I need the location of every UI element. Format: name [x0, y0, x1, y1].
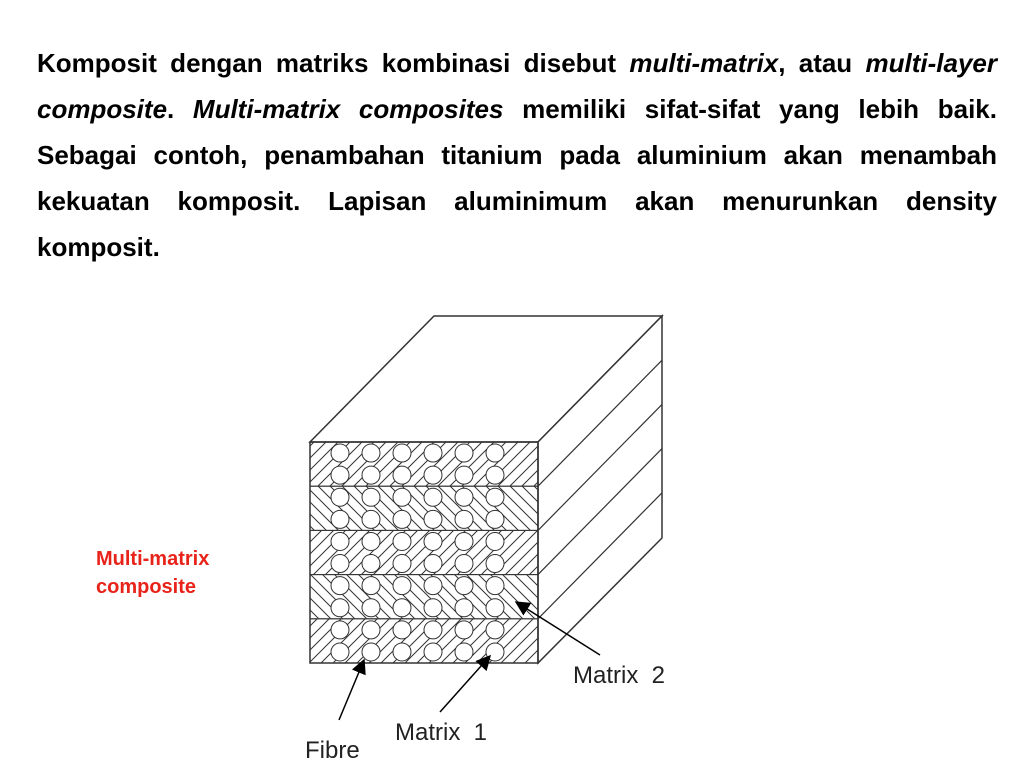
fibre-circle [455, 466, 473, 484]
fibre-circle [455, 577, 473, 595]
fibre-circle [424, 488, 442, 506]
fibre-circle [362, 488, 380, 506]
text-part: , atau [778, 48, 866, 78]
fibre-circle [362, 555, 380, 573]
term-multi-matrix: multi-matrix [629, 48, 779, 78]
fibre-circle [455, 555, 473, 573]
fibre-circle [393, 621, 411, 639]
fibre-circle [455, 510, 473, 528]
fibre-circle [455, 444, 473, 462]
matrix1-label: Matrix 1 [395, 719, 488, 746]
fibre-arrow [339, 660, 364, 720]
fibre-circle [393, 510, 411, 528]
fibre-circle [331, 599, 349, 617]
fibre-circle [455, 488, 473, 506]
fibre-circle [362, 466, 380, 484]
fibre-circle [486, 555, 504, 573]
fibre-circle [393, 488, 411, 506]
fibre-circle [424, 577, 442, 595]
fibre-circle [455, 643, 473, 661]
fibre-circle [455, 621, 473, 639]
side-label-line1: Multi-matrix [96, 548, 210, 570]
fibre-circle [486, 599, 504, 617]
fibre-circle [393, 466, 411, 484]
fibre-circle [331, 444, 349, 462]
fibre-circle [393, 532, 411, 550]
fibre-circle [486, 577, 504, 595]
term-multi-layer-composite: multi-layer composite [37, 48, 997, 124]
fibre-circle [393, 444, 411, 462]
side-label-line2: composite [96, 576, 197, 598]
fibre-circle [393, 643, 411, 661]
fibre-circle [331, 555, 349, 573]
fibre-circle [362, 621, 380, 639]
fibre-circle [486, 488, 504, 506]
fibre-circle [424, 555, 442, 573]
fibre-circle [331, 621, 349, 639]
fibre-circle [331, 488, 349, 506]
fibre-circle [424, 510, 442, 528]
fibre-circle [486, 444, 504, 462]
fibre-circle [424, 621, 442, 639]
fibre-circle [424, 444, 442, 462]
text-part: memiliki sifat-sifat yang lebih baik. Sebagai contoh, penambahan titanium pada aluminium akan menambah kekuatan komposit. Lapisan aluminimum akan menurunkan density komposit. [37, 94, 997, 262]
fibre-circle [331, 577, 349, 595]
fibre-circle [455, 599, 473, 617]
text-part: Komposit dengan matriks kombinasi disebut [37, 48, 630, 78]
fibre-circle [424, 599, 442, 617]
fibre-circle [362, 599, 380, 617]
fibre-circle [362, 643, 380, 661]
fibre-circle [486, 466, 504, 484]
text-part: . [167, 94, 193, 124]
fibre-circle [362, 532, 380, 550]
fibre-circle [393, 555, 411, 573]
matrix1-arrow [440, 656, 490, 712]
fibre-circle [455, 532, 473, 550]
fibre-circle [362, 510, 380, 528]
fibre-circle [486, 621, 504, 639]
fibre-circle [331, 532, 349, 550]
fibre-circle [393, 599, 411, 617]
fibre-circle [331, 643, 349, 661]
fibre-circle [486, 510, 504, 528]
fibre-circle [362, 444, 380, 462]
fibre-circle [424, 532, 442, 550]
fibre-circle [331, 466, 349, 484]
fibre-circle [424, 643, 442, 661]
matrix2-label: Matrix 2 [573, 662, 666, 689]
fibre-circle [362, 577, 380, 595]
fibre-label: Fibre [305, 737, 360, 764]
fibre-circle [393, 577, 411, 595]
fibre-circle [486, 532, 504, 550]
front-face-layers [310, 442, 538, 663]
fibre-circle [331, 510, 349, 528]
term-multi-matrix-composites: Multi-matrix composites [192, 94, 504, 124]
fibre-circle [424, 466, 442, 484]
